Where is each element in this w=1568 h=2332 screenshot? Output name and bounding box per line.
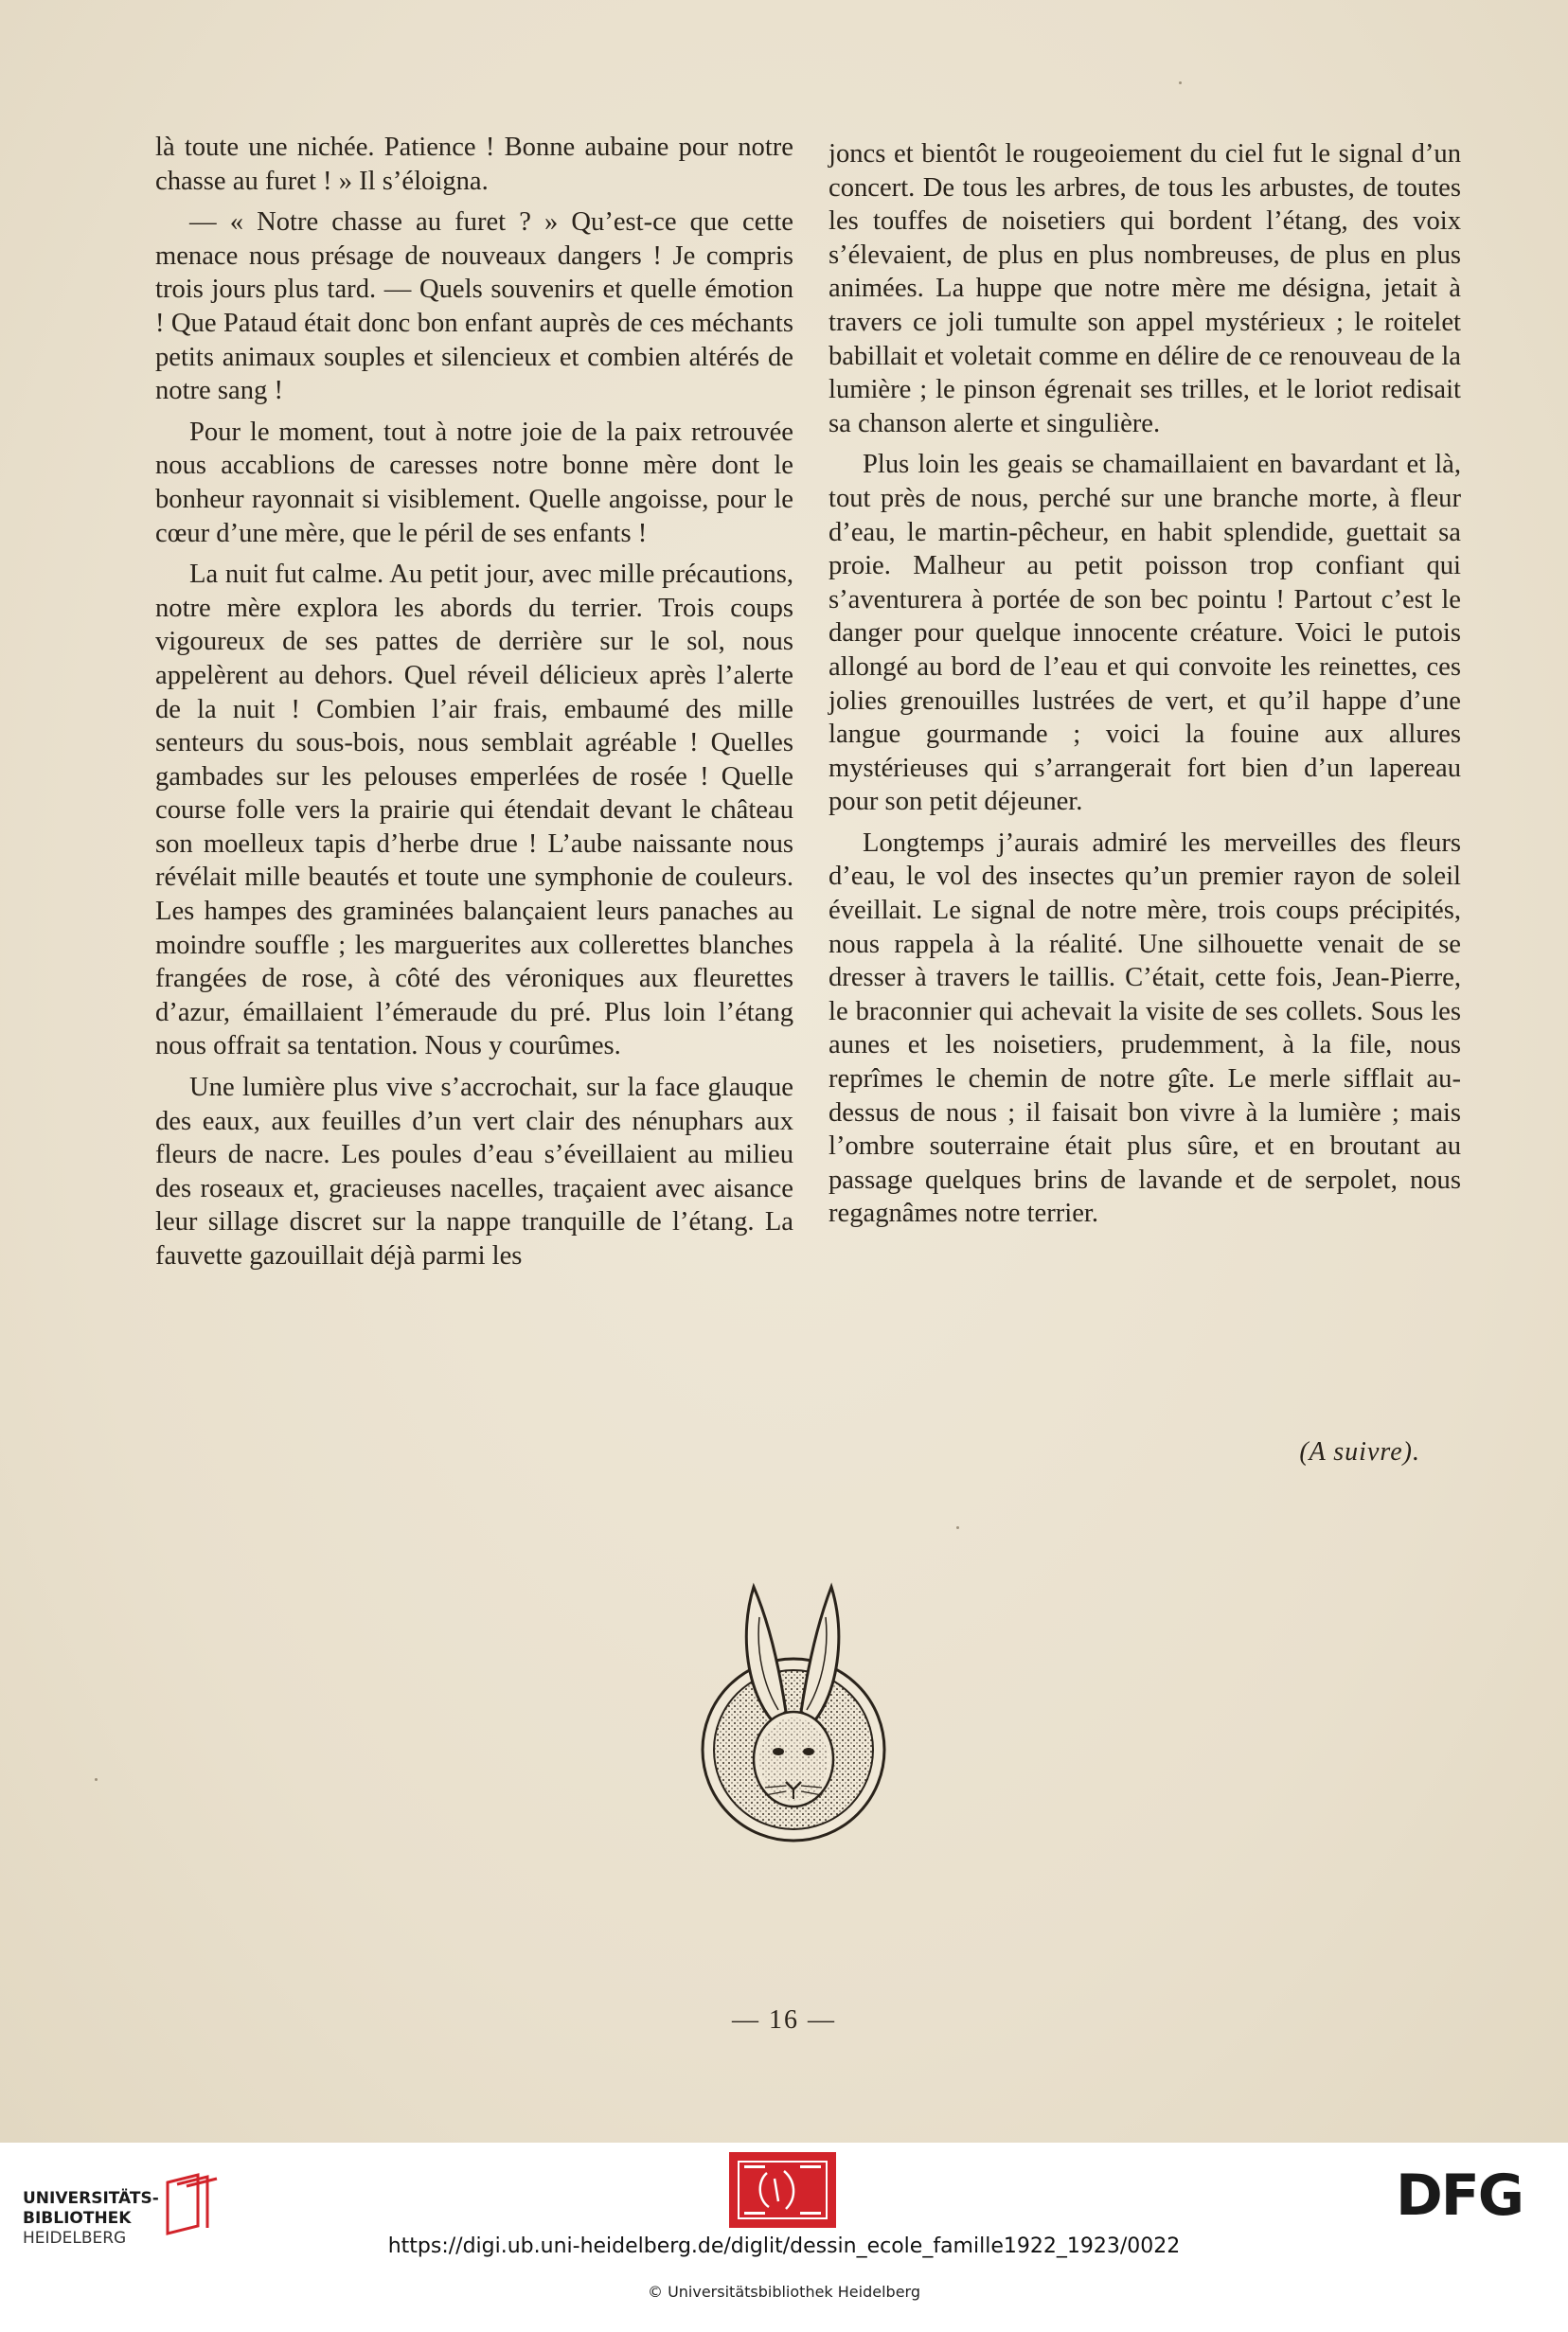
paper-speck [1179, 81, 1182, 84]
library-mark-icon [160, 2171, 226, 2237]
dfg-logo-text: DFG [1396, 2165, 1523, 2222]
right-text-column [829, 137, 1461, 1238]
paragraph: Pour le moment, tout à notre joie de la paix retrouvée nous accablions de caresses notre bonne mère dont le bonheur rayonnait si visiblement. Quelle angoisse, pour le cœur d’une mère, que le péril de ses enfants ! [155, 417, 793, 548]
library-name-line: BIBLIOTHEK [23, 2209, 132, 2228]
paper-speck [95, 1778, 98, 1781]
to-be-continued-note: (A suivre). [1299, 1437, 1420, 1467]
paragraph: — « Notre chasse au furet ? » Qu’est-ce que cette menace nous présage de nouveaux dangers ! Je compris trois jours plus tard. — Quels souvenirs et quelle émotion ! Que Pataud était donc bon enfant auprès de ces méchants petits animaux souples et silencieux et combien altérés de notre sang ! [155, 207, 793, 406]
left-text-column [155, 131, 793, 1281]
paper-speck [956, 1526, 959, 1529]
permalink-url[interactable]: https://digi.ub.uni-heidelberg.de/diglit/dessin_ecole_famille1922_1923/0022 [387, 2234, 1181, 2258]
paragraph: Longtemps j’aurais admiré les merveilles des fleurs d’eau, le vol des insectes qu’un premier rayon de soleil éveillait. Le signal de notre mère, trois coups précipités, nous rappela à la réalité. Une silhouette venait de se dresser à travers le taillis. C’était, cette fois, Jean-Pierre, le braconnier qui achevait la visite de ses collets. Sous les aunes et les noisetiers, prudemment, à la file, nous reprîmes le chemin de notre gîte. Le merle sifflait au-dessus de nous ; il faisait bon vivre à la lumière ; mais l’ombre souterraine était plus sûre, et en broutant au passage quelques brins de lavande et de serpolet, nous regagnâmes notre terrier. [829, 828, 1461, 1229]
library-name-line: UNIVERSITÄTS- [23, 2189, 159, 2208]
copyright-notice: © Universitätsbibliothek Heidelberg [647, 2283, 920, 2301]
dfg-logo-icon[interactable] [1396, 2165, 1547, 2222]
paragraph: Une lumière plus vive s’accrochait, sur la face glauque des eaux, aux feuilles d’un vert clair des nénuphars aux fleurs de nacre. Les poules d’eau s’éveillaient au milieu des roseaux et, gracieuses nacelles, traçaient avec aisance leur sillage discret sur la nappe tranquille de l’étang. La fauvette gazouillait déjà parmi les [155, 1073, 793, 1271]
episteme-logo-icon[interactable] [729, 2152, 836, 2228]
digitization-footer [0, 2143, 1568, 2332]
library-name-line: HEIDELBERG [23, 2229, 127, 2248]
paragraph: joncs et bientôt le rougeoiement du ciel fut le signal d’un concert. De tous les arbres, de tous les arbustes, de toutes les touffes de noisetiers qui bordent l’étang, des voix s’élevaient, de plus en plus nombreuses, de plus en plus animées. La huppe que notre mère me désigna, jetait à travers ce joli tumulte son appel mystérieux ; le roitelet babillait et voletait comme en délire de ce renouveau de la lumière ; le pinson égrenait ses trilles, et le loriot redisait sa chanson alerte et singulière. [829, 139, 1461, 438]
page-number: — 16 — [732, 2005, 836, 2035]
paragraph: Plus loin les geais se chamaillaient en bavardant et là, tout près de nous, perché sur une branche morte, à fleur d’eau, le martin-pêcheur, en habit splendide, guettait sa proie. Malheur au petit poisson trop confiant qui s’aventurera à portée de son bec pointu ! Partout c’est le danger pour quelque innocente créature. Voici le putois allongé au bord de l’eau et qui convoite les reinettes, ces jolies grenouilles lustrées de vert, et qu’il happe d’une langue gourmande ; voici la fouine aux allures mystérieuses qui s’arrangerait fort bien d’un lapereau pour son petit déjeuner. [829, 450, 1461, 817]
paragraph: La nuit fut calme. Au petit jour, avec mille précautions, notre mère explora les abords du terrier. Trois coups vigoureux de ses pattes de derrière sur le sol, nous appelèrent au dehors. Quel réveil délicieux après l’alerte de la nuit ! Combien l’air frais, embaumé des mille senteurs du sous-bois, nous semblait agréable ! Quelles gambades sur les pelouses emperlées de rosée ! Quelle course folle vers la prairie qui étendait devant le château son moelleux tapis d’herbe drue ! L’aube naissante nous révélait mille beautés et toute une symphonie de couleurs. Les hampes des graminées balançaient leurs panaches au moindre souffle ; les marguerites aux collerettes blanches frangées de rose, à côté des véroniques aux fleurettes d’azur, émaillaient l’émeraude du pré. Plus loin l’étang nous offrait sa tentation. Nous y courûmes. [155, 560, 793, 1061]
university-library-logo[interactable] [23, 2163, 231, 2248]
rabbit-head-medallion-icon [699, 1579, 888, 1844]
paragraph: là toute une nichée. Patience ! Bonne aubaine pour notre chasse au furet ! » Il s’éloigna. [155, 133, 793, 196]
